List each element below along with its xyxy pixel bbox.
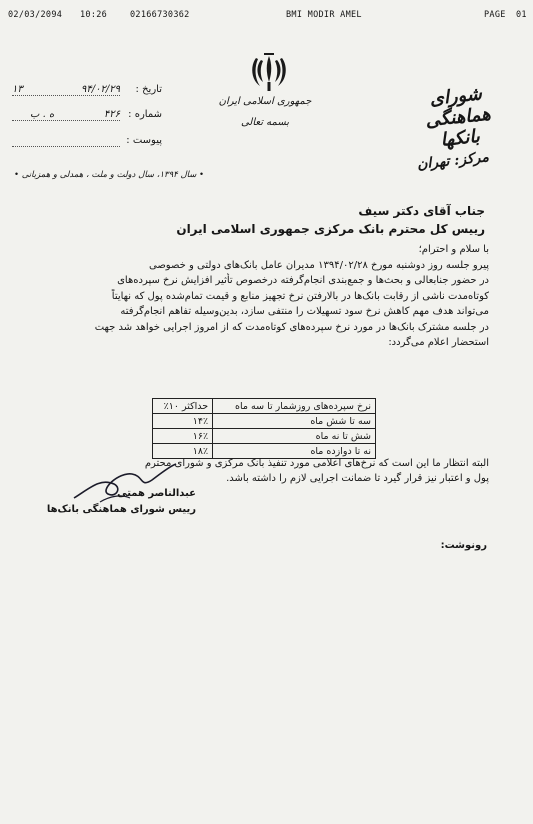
closing-line: پول و اعتبار نیز قرار گیرد تا ضمانت اجرایی لازم را داشته باشد. [226, 473, 489, 484]
fax-date: 02/03/2094 [8, 10, 63, 20]
council-header [403, 83, 513, 173]
fax-page-label: PAGE [484, 10, 506, 20]
addressee-name: جناب آقای دکتر سیف [358, 204, 485, 218]
council-name: شورای هماهنگی بانکها [424, 83, 492, 151]
rates-table [152, 398, 376, 459]
table-row [153, 429, 376, 444]
cc-label: رونوشت: [440, 540, 487, 551]
body-line: پیرو جلسه روز دوشنبه مورخ ۱۳۹۴/۰۲/۲۸ مدیران عامل بانک‌های دولتی و خصوصی [148, 259, 489, 271]
table-cell-rate: ۱۸٪ [153, 444, 213, 459]
greeting: با سلام و احترام؛ [418, 244, 489, 255]
table-row [153, 414, 376, 429]
signatory-title: رییس شورای هماهنگی بانک‌ها [46, 504, 196, 515]
table-cell-rate: ۱۶٪ [153, 429, 213, 444]
meta-date [12, 84, 162, 98]
date-dots [12, 95, 120, 96]
classification: بسمه تعالی [240, 117, 290, 128]
table-header-row [153, 399, 376, 414]
body-line: کوتاه‌مدت ناشی از رقابت بانک‌ها در بالارفتن نرخ تجهیز منابع و قیمت تمام‌شده پول که نهایتاً [111, 290, 489, 302]
number-dots [12, 120, 120, 121]
attachment-dots [12, 146, 120, 147]
closing-line: البته انتظار ما این است که نرخ‌های اعلامی مورد تنفیذ بانک مرکزی و شورای محترم [144, 458, 489, 469]
fax-header [8, 10, 527, 24]
body-line: استحضار اعلام می‌گردد: [388, 337, 489, 348]
table-cell-term: سه تا شش ماه [213, 414, 376, 429]
republic-title: جمهوری اسلامی ایران [218, 96, 312, 107]
addressee-title: رییس کل محترم بانک مرکزی جمهوری اسلامی ایران [176, 222, 485, 236]
council-location: مرکز: تهران [416, 149, 490, 173]
body-line: می‌تواند هدف مهم کاهش نرخ سود تسهیلات را منتفی سازد، بدین‌وسیله تفاهم انجام‌گرفته [120, 306, 489, 317]
iran-emblem-icon [248, 50, 290, 94]
date-extra: ۱۳ [12, 84, 23, 95]
fax-page-number: 01 [516, 10, 527, 20]
table-cell-rate: ۱۴٪ [153, 414, 213, 429]
table-header-term: نرخ سپرده‌های روزشمار تا سه ماه [213, 399, 376, 414]
attachment-label: پیوست : [126, 135, 162, 146]
fax-time: 10:26 [80, 10, 108, 20]
number-value: ۴۲۶ [103, 109, 120, 120]
body-line: در جلسه مشترک بانک‌ها در مورد نرخ سپرده‌های کوتاه‌مدت که از امروز اجرایی خواهد شد جهت [94, 321, 489, 333]
signatory-name: عبدالناصر همتی [117, 488, 196, 499]
body-line: در حضور جنابعالی و بحث‌ها و جمع‌بندی انجام‌گرفته درخصوص تأثیر افزایش نرخ سپرده‌های [117, 275, 489, 286]
table-cell-term: نه تا دوازده ماه [213, 444, 376, 459]
table-header-rate: حداکثر ۱۰٪ [153, 399, 213, 414]
meta-attachment [12, 135, 162, 149]
number-label: شماره : [128, 109, 162, 120]
table-cell-term: شش تا نه ماه [213, 429, 376, 444]
fax-phone: 02166730362 [130, 10, 190, 20]
letter-body [52, 242, 489, 351]
fax-sender: BMI MODIR AMEL [286, 10, 362, 20]
number-extra: ه . ب [30, 109, 55, 120]
meta-number [12, 109, 162, 123]
date-label: تاریخ : [135, 84, 162, 95]
year-slogan: • سال ۱۳۹۴، سال دولت و ملت ، همدلی و همزبانی • [14, 170, 205, 180]
date-value: ۹۴/۰۲/۲۹ [81, 84, 120, 95]
